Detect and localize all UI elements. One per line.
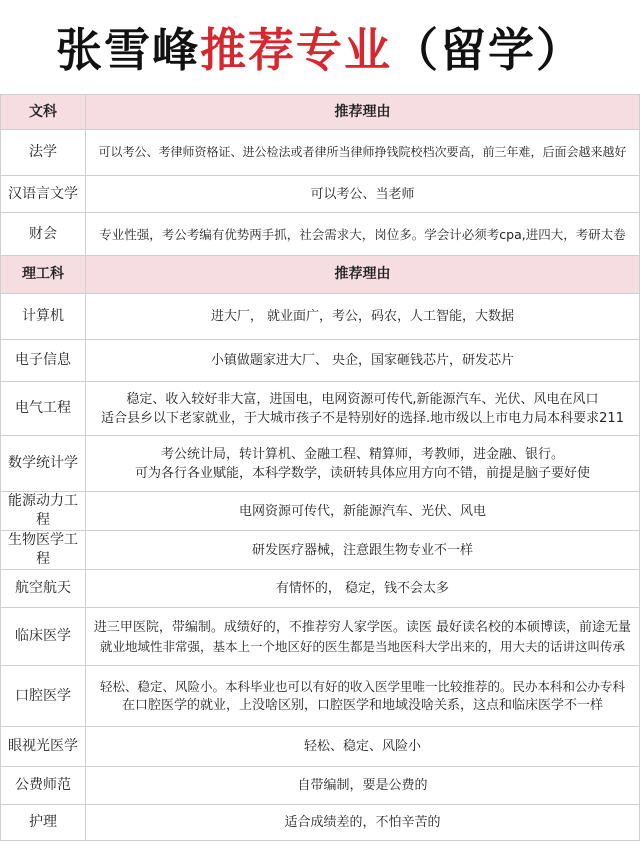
major-name: 航空航天: [1, 570, 86, 608]
reason-cell: [86, 492, 640, 531]
reason-text: 小镇做题家进大厂、 央企，国家砸钱芯片，研发芯片: [210, 353, 515, 368]
reason-cell: [86, 213, 640, 256]
table-row: [1, 294, 640, 340]
reason-text: 电网资源可传代，新能源汽车、光伏、风电: [238, 503, 486, 519]
reason-cell: [86, 130, 640, 176]
major-name: 计算机: [1, 294, 86, 340]
reason-header: 推荐理由: [86, 256, 640, 294]
reason-cell: [86, 727, 640, 767]
reason-cell: [86, 531, 640, 570]
reason-text: 轻松、稳定、风险小: [303, 739, 421, 754]
major-name: 汉语言文学: [1, 176, 86, 213]
major-name: 电子信息: [1, 340, 86, 382]
table-row: [1, 213, 640, 256]
reason-text: 专业性强，考公考编有优势两手抓，社会需求大，岗位多。学会计必须考cpa,进四大，考研太卷: [99, 226, 626, 242]
reason-text: 稳定、收入较好非大富，进国电，电网资源可传代,新能源汽车、光伏、风电在风口: [126, 391, 599, 407]
section-header-row: [1, 95, 640, 130]
table-row: [1, 340, 640, 382]
reason-cell: [86, 608, 640, 666]
table-row: [1, 492, 640, 531]
table-row: [1, 531, 640, 570]
reason-text: 就业地域性非常强，基本上一个地区好的医生都是当地医科大学出来的，用大夫的话讲这叫传承: [99, 638, 625, 654]
category-header: 文科: [1, 95, 86, 130]
major-name: 眼视光医学: [1, 727, 86, 767]
title-name: 张雪峰: [56, 23, 200, 77]
reason-text: 可为各行各业赋能，本科学数学，读研转具体应用方向不错，前提是脑子要好使: [134, 465, 590, 481]
table-row: [1, 130, 640, 176]
major-name: 财会: [1, 213, 86, 256]
reason-text: 进大厂， 就业面广，考公，码农，人工智能，大数据: [210, 309, 515, 324]
category-header: 理工科: [1, 256, 86, 294]
reason-cell: [86, 805, 640, 841]
table-row: [1, 382, 640, 436]
major-name: 口腔医学: [1, 666, 86, 727]
page-title: [0, 0, 640, 94]
reason-cell: [86, 666, 640, 727]
reason-text: 可以考公、当老师: [310, 186, 415, 202]
major-name: 电气工程: [1, 382, 86, 436]
reason-cell: [86, 382, 640, 436]
reason-text: 可以考公、考律师资格证、进公检法或者律所当律师挣钱院校档次要高，前三年难，后面会越来越好: [98, 145, 627, 159]
reason-text: 自带编制，要是公费的: [297, 778, 428, 793]
reason-cell: [86, 436, 640, 492]
major-name: 能源动力工程: [1, 492, 86, 531]
table-row: [1, 727, 640, 767]
section-header-row: [1, 256, 640, 294]
table-row: [1, 176, 640, 213]
reason-cell: [86, 294, 640, 340]
reason-text: 适合县乡以下老家就业，于大城市孩子不是特别好的选择.地市级以上市电力局本科要求211: [101, 410, 624, 426]
table-row: [1, 570, 640, 608]
major-table: [0, 94, 640, 841]
reason-text: 有情怀的， 稳定，钱不会太多: [275, 581, 450, 596]
reason-cell: [86, 570, 640, 608]
reason-text: 轻松、稳定、风险小。本科毕业也可以有好的收入医学里唯一比较推荐的。民办本科和公办专科: [99, 679, 625, 694]
major-name: 公费师范: [1, 767, 86, 805]
reason-cell: [86, 340, 640, 382]
table-row: [1, 767, 640, 805]
major-name: 生物医学工程: [1, 531, 86, 570]
table-row: [1, 805, 640, 841]
title-suffix: （留学）: [392, 23, 584, 77]
major-name: 护理: [1, 805, 86, 841]
reason-text: 适合成绩差的，不怕辛苦的: [284, 815, 441, 830]
table-row: [1, 436, 640, 492]
table-row: [1, 666, 640, 727]
reason-text: 研发医疗器械，注意跟生物专业不一样: [251, 542, 473, 558]
reason-header: 推荐理由: [86, 95, 640, 130]
title-highlight: 推荐专业: [200, 23, 392, 77]
major-name: 法学: [1, 130, 86, 176]
reason-cell: [86, 767, 640, 805]
reason-text: 考公统计局，转计算机、金融工程、精算师，考教师，进金融、银行。: [160, 446, 564, 462]
reason-text: 在口腔医学的就业，上没啥区别，口腔医学和地域没啥关系，这点和临床医学不一样: [121, 698, 603, 713]
table-row: [1, 608, 640, 666]
major-name: 数学统计学: [1, 436, 86, 492]
major-name: 临床医学: [1, 608, 86, 666]
reason-cell: [86, 176, 640, 213]
reason-text: 进三甲医院，带编制。成绩好的，不推荐穷人家学医。读医 最好读名校的本硕博读，前途无量: [93, 619, 632, 635]
